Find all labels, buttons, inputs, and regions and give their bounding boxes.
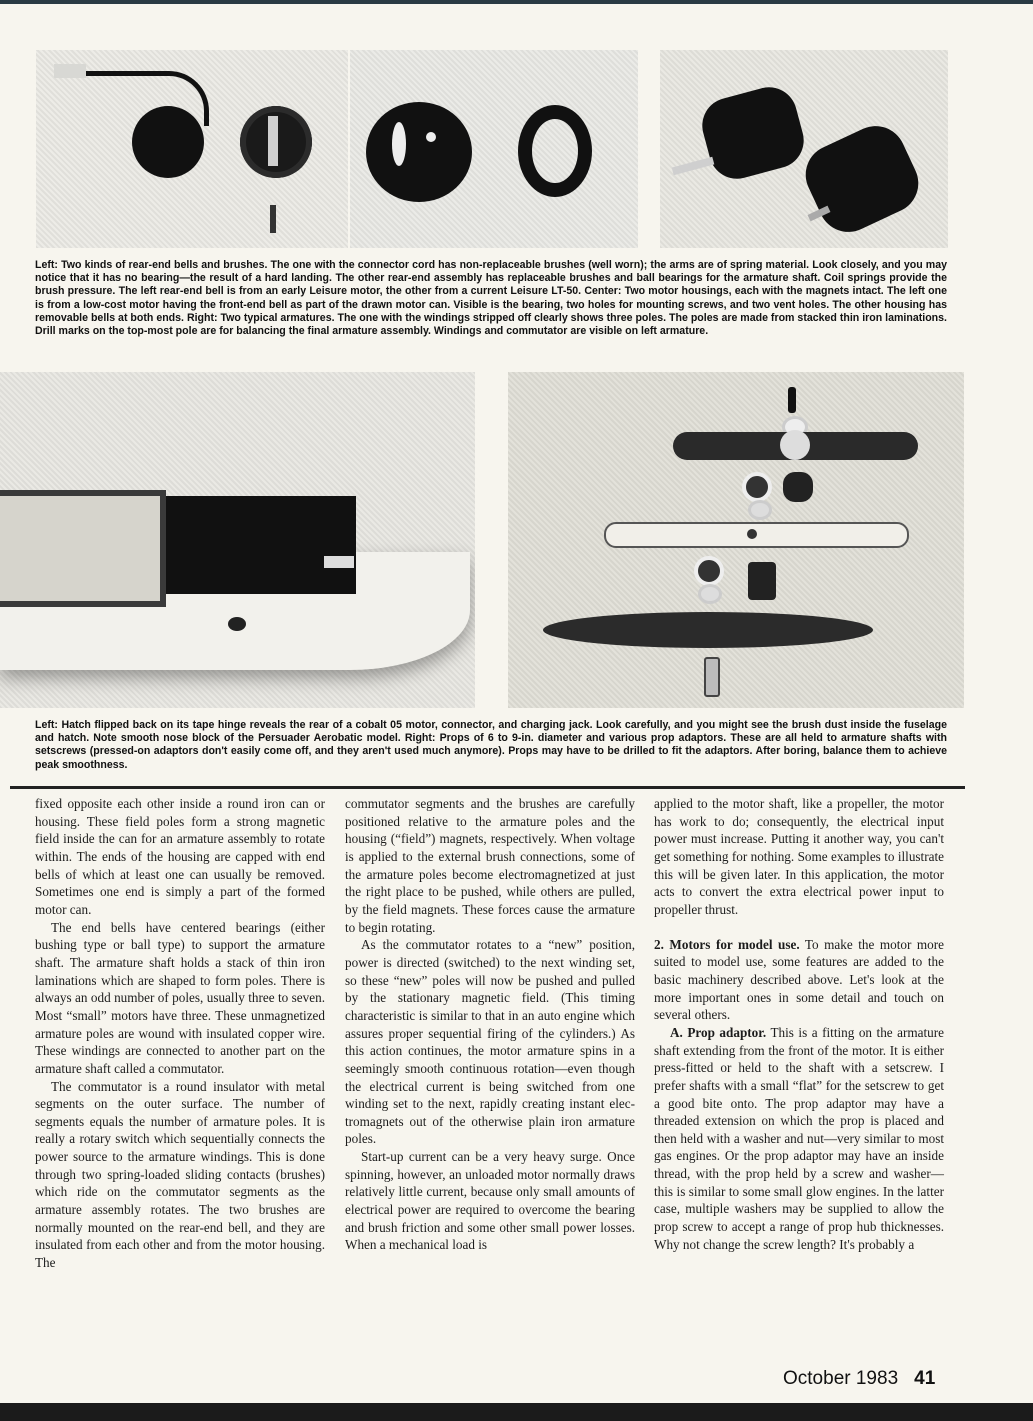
armature-wound — [696, 81, 810, 185]
scan-bottom-edge — [0, 1403, 1033, 1421]
adaptor-block-2 — [748, 562, 776, 600]
caption-top: Left: Two kinds of rear-end bells and brushes. The one with the connector cord has non-replaceable brushes (well worn); the arms are of spring material. Look closely, and you may notice that it has no bearing—the result of a hard landing. The other rear-end assembly has replaceable brushes and ball bearings for the armature shaft. Coil springs provide the brush pressure. The left rear-end bell is from an early Leisure motor, the other from a current Leisure LT-50. Center: Two motor housings, each with the magnets intact. The left one is from a low-cost motor having the front-end bell as part of the drawn motor can. Visible is the bearing, two holes for mounting screws, and two vent holes. The other housing has removable bells at both ends. Right: Two typical armatures. The one with the windings stripped off clearly shows three poles. The poles are made from stacked thin iron laminations. Drill marks on the top-most pole are for balancing the final armature assembly. Windings and commutator are visible on left armature. — [35, 259, 947, 338]
body-column-3 — [654, 795, 944, 1253]
motor-compartment — [166, 496, 356, 594]
prop-9in-dark — [543, 612, 873, 648]
fuselage-hole — [228, 617, 246, 631]
section-heading: 2. Motors for model use. — [654, 936, 800, 952]
paragraph: As the commutator rotates to a “new” position, power is directed (switched) to the next winding set, so these “new” poles will now be pushed and pulled by the stationary magnetic field. (This timing characteristic is similar to that in an auto engine which assures proper sequential firing of the cylinders.) As this action continues, the motor armature spins in a seemingly smooth continuous rotation—even though the electrical current is being switched from one winding set to the next, rapidly creating instant electromagnets out of the otherwise plain iron armature poles. — [345, 937, 635, 1147]
page-footer — [783, 1368, 935, 1390]
issue-date: October 1983 — [783, 1368, 899, 1389]
section-paragraph: 2. Motors for model use. To make the motor more suited to model use, some features are added to the basic machinery described above. Let's look at the more important ones in some detail and touch on several others. — [654, 936, 944, 1023]
caption-bottom: Left: Hatch flipped back on its tape hinge reveals the rear of a cobalt 05 motor, connector, and charging jack. Look carefully, and you might see the brush dust inside the fuselage and hatch. Note smooth nose block of the Persuader Aerobatic model. Right: Props of 6 to 9-in. diameter and various prop adaptors. These are all held to armature shafts with setscrews (pressed-on adaptors don't easily come off, and they aren't used much anymore). Props may have to be drilled to fit the adaptors. After boring, balance them to achieve peak smoothness. — [35, 719, 947, 771]
photo-rear-end-bells — [36, 50, 348, 248]
washer-2 — [748, 500, 772, 520]
section-divider-rule — [10, 786, 965, 789]
photo-fuselage-hatch — [0, 372, 475, 708]
washer-3 — [698, 584, 722, 604]
photo-motor-housings — [350, 50, 638, 248]
adaptor-spinner-1 — [783, 472, 813, 502]
brush-spring-detail — [268, 116, 278, 166]
hatch-cover — [0, 490, 166, 607]
connector-plug — [54, 64, 86, 78]
charging-jack — [324, 556, 354, 568]
rear-bell-left — [132, 106, 204, 178]
photo-props-adaptors — [508, 372, 964, 708]
scan-top-edge — [0, 0, 1033, 4]
armature-wound-shaft — [672, 157, 715, 176]
housing-left-bearing — [426, 132, 436, 142]
paragraph: The commutator is a round insulator with metal segments on the outer surface. The number of segments equals the number of armature poles. It is really a rotary switch which sequentially connects the power source to the armature windings. This is done through two spring-loaded sliding contacts (brushes) which ride on the commutator segments as the armature assembly rotates. The two brushes are normally mounted on the rear-end bell, and they are insulated from each other and from the motor housing. The — [35, 1078, 325, 1271]
prop-6in-hub — [780, 430, 810, 460]
housing-left-vent — [392, 122, 406, 166]
subsection-heading: A. Prop adaptor. — [670, 1024, 767, 1040]
paragraph: commutator segments and the brushes are carefully positioned relative to the armature poles and the housing (“field”) magnets, respectively. When voltage is applied to the external brush connections, some of the armature poles become electromagnetized at just the right place to be pushed, while others are pulled, by the field magnets. These forces cause the armature to begin rotating. — [345, 796, 635, 935]
prop-8in-hub-hole — [747, 529, 757, 539]
body-column-2 — [345, 795, 635, 1254]
paragraph: fixed opposite each other inside a round iron can or housing. These field poles form a strong magnetic field inside the can for an armature assembly to rotate within. The ends of the housing are capped with end bells of which at least one can usually be removed. Sometimes one end is simply a part of the formed motor can. — [35, 796, 325, 917]
paragraph: The end bells have centered bearings (either bushing type or ball type) to support the armature shaft. The armature shaft holds a stack of thin iron laminations which are shaped to form poles. There is always an odd number of poles, usually three to seven. Most “small” motors have three. These unmagnetized armature poles are wound with insulated copper wire. These windings are connected to another part on the armature shaft called a commutator. — [35, 919, 325, 1076]
housing-right — [518, 105, 592, 197]
adaptor-nut-2 — [694, 556, 724, 586]
housing-left — [366, 102, 472, 202]
loose-brush — [270, 205, 276, 233]
prop-screw-bottom — [704, 657, 720, 697]
spinner-screw-top — [788, 387, 796, 413]
page-number: 41 — [914, 1368, 936, 1389]
photo-armatures — [660, 50, 948, 248]
adaptor-nut-1 — [742, 472, 772, 502]
subsection-paragraph: A. Prop adaptor. This is a fitting on the armature shaft extending from the front of the motor. It is either press-fitted or held to the shaft with a setscrew. I prefer shafts with a small “flat” for the setscrew to get a good bite onto. The prop adaptor may have a threaded extension on which the prop is placed and then held with a washer and nut—very similar to most gas engines. Or the prop adaptor may have an inside thread, with the prop held by a screw and washer—this is similar to some small glow engines. In the latter case, multiple washers may be supplied to allow the prop screw to accept a range of prop hub thicknesses. Why not change the screw length? It's probably a — [654, 1024, 945, 1252]
paragraph: Start-up current can be a very heavy surge. Once spinning, however, an unloaded motor normally draws relatively little current, because only small amounts of electrical power are required to overcome the bearing and brush friction and some other small power losses. When a mechanical load is — [345, 1149, 635, 1253]
armature-stripped — [796, 116, 928, 242]
body-column-1 — [35, 795, 325, 1272]
paragraph: applied to the motor shaft, like a propeller, the motor has work to do; consequently, the electrical input power must increase. Putting it another way, you can't get something for nothing. Some examples to illustrate this will be given later. In this application, the motor acts to convert the extra electrical power input to propeller thrust. — [654, 796, 944, 917]
